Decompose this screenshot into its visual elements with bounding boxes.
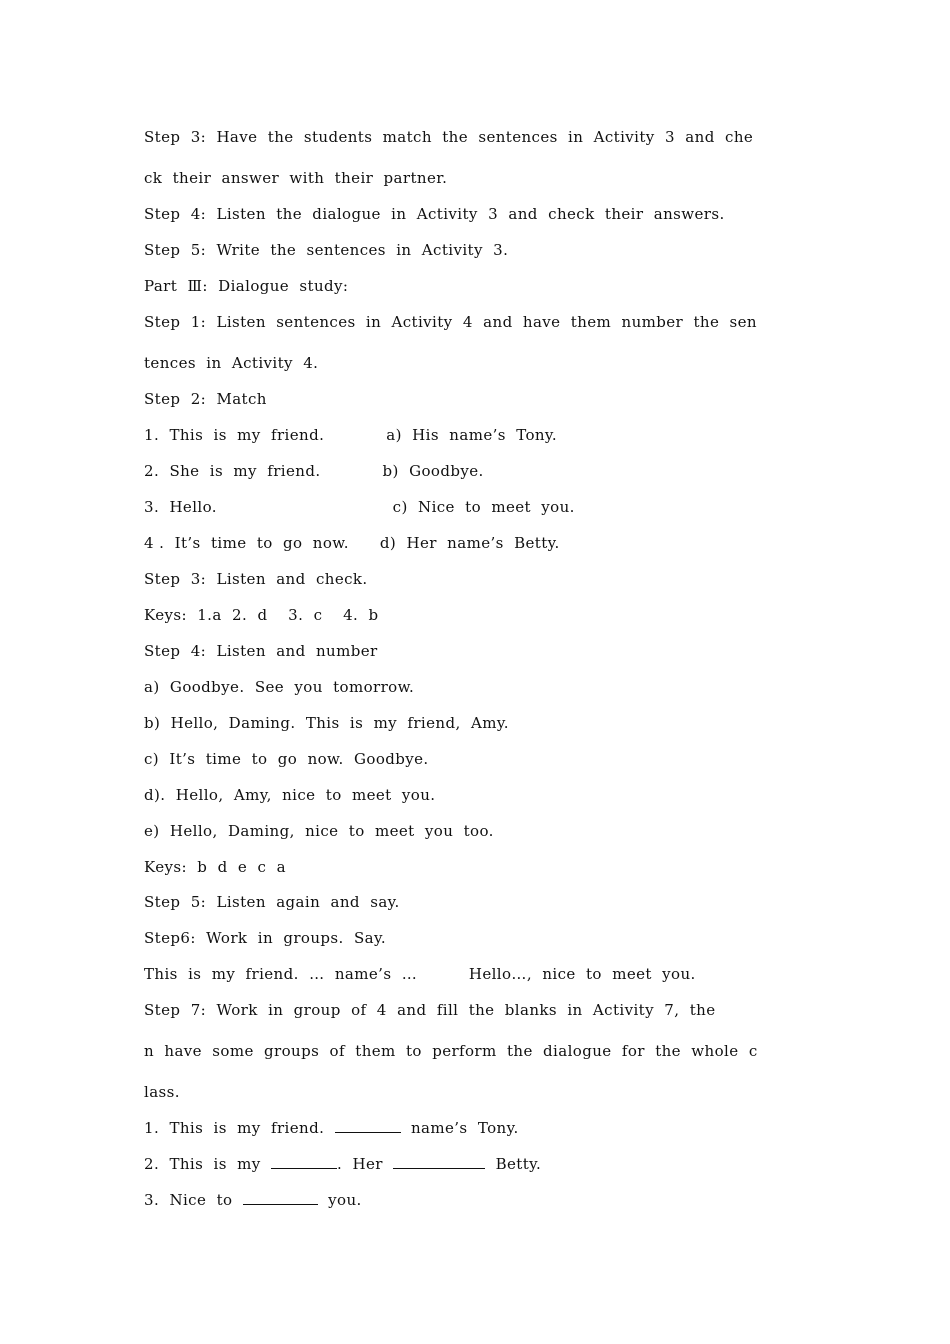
fill-in-row [144,1118,824,1138]
answer-keys: Keys: b d e c a [144,858,287,876]
fill-text: 3. Nice to [144,1191,233,1209]
text-line: Step 7: Work in group of 4 and fill the blanks in Activity 7, the [144,1001,716,1019]
text-line: Step 2: Match [144,390,267,408]
fill-text: you. [328,1191,362,1209]
list-item: c) It’s time to go now. Goodbye. [144,750,429,768]
match-row: 1. This is my friend. a) His name’s Tony. [144,426,557,444]
fill-text: . Her [337,1155,383,1173]
section-heading: Part Ⅲ: Dialogue study: [144,277,349,295]
match-row: 4 . It’s time to go now. d) Her name’s Betty. [144,534,560,552]
text-line: tences in Activity 4. [144,354,319,372]
answer-blank [243,1190,318,1205]
text-line: Step6: Work in groups. Say. [144,929,387,947]
list-item: b) Hello, Daming. This is my friend, Amy. [144,714,509,732]
text-line: Step 4: Listen the dialogue in Activity 3 and check their answers. [144,205,725,223]
match-row: 3. Hello. c) Nice to meet you. [144,498,575,516]
answer-blank [335,1118,401,1133]
text-line: Step 3: Listen and check. [144,570,368,588]
fill-text: name’s Tony. [410,1119,519,1137]
text-line: Step 5: Listen again and say. [144,893,400,911]
fill-in-row [144,1190,824,1210]
list-item: a) Goodbye. See you tomorrow. [144,678,415,696]
list-item: e) Hello, Daming, nice to meet you too. [144,822,494,840]
list-item: d). Hello, Amy, nice to meet you. [144,786,436,804]
text-line: This is my friend. … name’s … Hello…, nice to meet you. [144,965,696,983]
text-line: lass. [144,1083,180,1101]
text-line: n have some groups of them to perform the dialogue for the whole c [144,1042,758,1060]
text-line: Step 4: Listen and number [144,642,378,660]
fill-text: Betty. [495,1155,542,1173]
fill-in-row [144,1154,824,1174]
answer-keys: Keys: 1.a 2. d 3. c 4. b [144,606,379,624]
fill-text: 1. This is my friend. [144,1119,325,1137]
fill-text: 2. This is my [144,1155,261,1173]
answer-blank [271,1154,337,1169]
text-line: Step 1: Listen sentences in Activity 4 and have them number the sen [144,313,757,331]
text-line: Step 3: Have the students match the sentences in Activity 3 and che [144,128,754,146]
text-line: ck their answer with their partner. [144,169,448,187]
answer-blank [393,1154,485,1169]
text-line: Step 5: Write the sentences in Activity 3. [144,241,509,259]
match-row: 2. She is my friend. b) Goodbye. [144,462,484,480]
